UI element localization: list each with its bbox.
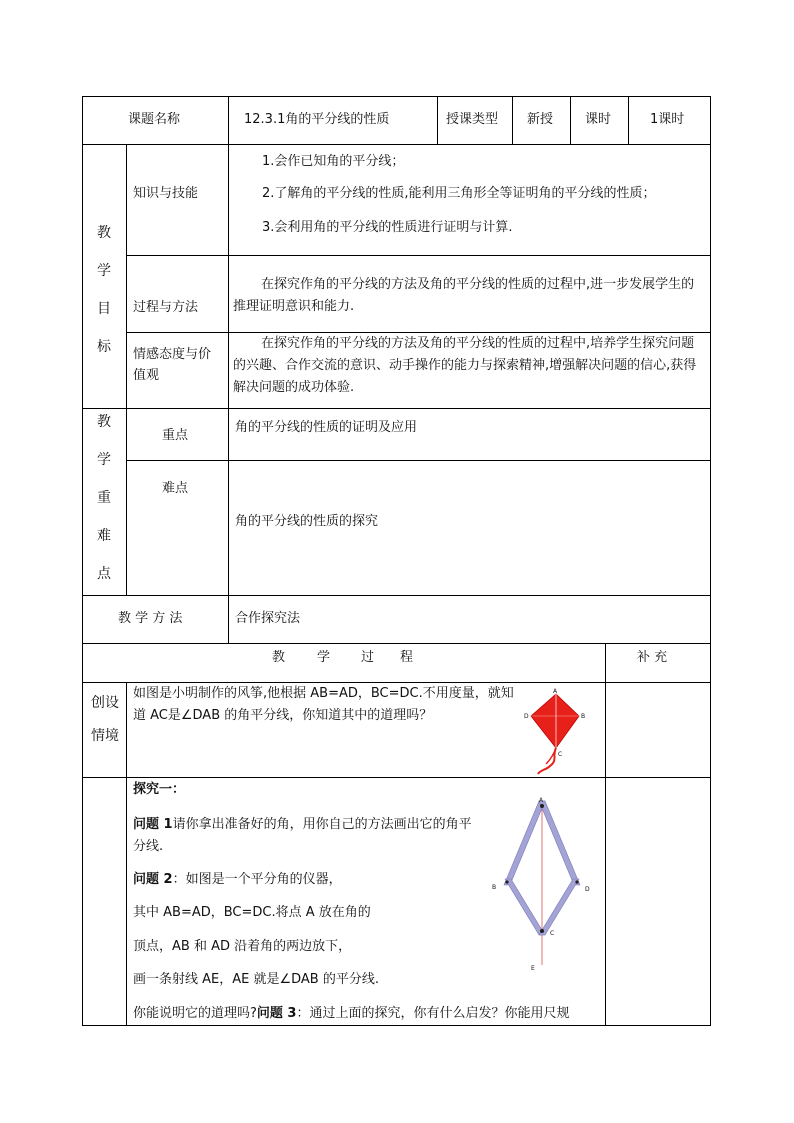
process-method-text: 在探究作角的平分线的方法及角的平分线的性质的过程中,进一步发展学生的推理证明意识和能力. — [233, 277, 695, 314]
key-points-char: 学 — [97, 452, 111, 468]
kite-label: D — [524, 713, 529, 720]
bisector-instrument-figure — [488, 793, 598, 975]
difficult-point-text: 角的平分线的性质的探究 — [235, 514, 379, 529]
emotion-values-text: 在探究作角的平分线的方法及角的平分线的性质的过程中,培养学生探究问题的兴趣、合作交流的意识、动手操作的能力与探索精神,增强解决问题的信心,获得解决问题的成功体验. — [233, 336, 697, 395]
instrument-label: B — [492, 884, 497, 891]
scenario-text: 如图是小明制作的风筝,他根据 AB=AD，BC=DC.不用度量，就知道 AC是∠DAB 的角平分线，你知道其中的道理吗？ — [133, 686, 514, 723]
question-3-line: 你能说明它的道理吗?问题 3：通过上面的探究，你有什么启发？你能用尺规 — [133, 1006, 570, 1021]
process-header-char: 过 — [361, 650, 375, 665]
kite-label: A — [553, 688, 558, 695]
difficult-point-label: 难点 — [162, 481, 189, 496]
question-3-label: 问题 3 — [256, 1006, 297, 1021]
process-header-char: 程 — [400, 650, 414, 665]
objectives-char: 学 — [97, 263, 111, 279]
course-title-value: 12.3.1角的平分线的性质 — [244, 112, 390, 127]
process-header-char: 学 — [317, 650, 331, 665]
key-points-char: 难 — [97, 528, 111, 544]
question-1-label: 问题 1 — [133, 817, 173, 832]
key-point-text: 角的平分线的性质的证明及应用 — [235, 420, 418, 435]
lesson-type-label: 授课类型 — [446, 112, 499, 127]
course-title-label: 课题名称 — [128, 112, 181, 127]
teaching-method-value: 合作探究法 — [235, 611, 301, 626]
emotion-values-label: 情感态度与价值观 — [133, 347, 212, 383]
knowledge-label: 知识与技能 — [133, 186, 199, 201]
lesson-type-value: 新授 — [527, 112, 554, 127]
process-header-char: 教 — [272, 650, 286, 665]
class-hours-label: 课时 — [585, 112, 612, 127]
question-2-label: 问题 2 — [133, 872, 173, 887]
kite-label: C — [558, 751, 563, 758]
kite-figure — [520, 686, 592, 776]
exploration-title: 探究一： — [133, 782, 186, 797]
class-hours-value: 1课时 — [650, 112, 685, 127]
scenario-label: 情境 — [91, 728, 119, 744]
question-1 — [133, 814, 478, 858]
key-points-char: 教 — [97, 414, 111, 430]
supplement-label: 补 充 — [637, 650, 668, 665]
key-points-char: 点 — [97, 566, 111, 582]
instrument-label: D — [585, 886, 590, 893]
question-2-line: 其中 AB=AD，BC=DC.将点 A 放在角的 — [133, 905, 371, 920]
knowledge-item: 3.会利用角的平分线的性质进行证明与计算. — [262, 220, 513, 235]
key-points-char: 重 — [97, 490, 111, 506]
objectives-char: 标 — [97, 339, 111, 355]
scenario-label: 创设 — [91, 695, 119, 711]
kite-label: B — [581, 713, 586, 720]
objectives-char: 目 — [97, 301, 111, 317]
process-method-label: 过程与方法 — [133, 300, 199, 315]
instrument-label: A — [539, 797, 544, 804]
instrument-label: E — [531, 965, 535, 972]
knowledge-item: 1.会作已知角的平分线； — [262, 154, 405, 169]
teaching-method-label: 教 学 方 法 — [118, 611, 183, 626]
question-2-line: 问题 2：如图是一个平分角的仪器， — [133, 872, 342, 887]
key-point-label: 重点 — [162, 428, 189, 443]
instrument-label: C — [550, 930, 555, 937]
question-2-line: 画一条射线 AE，AE 就是∠DAB 的平分线. — [133, 972, 379, 987]
question-2-line: 顶点，AB 和 AD 沿着角的两边放下， — [133, 939, 352, 954]
knowledge-item: 2.了解角的平分线的性质,能利用三角形全等证明角的平分线的性质； — [262, 186, 656, 201]
question-1-text: 请你拿出准备好的角，用你自己的方法画出它的角平分线. — [133, 817, 472, 854]
objectives-char: 教 — [97, 225, 111, 241]
